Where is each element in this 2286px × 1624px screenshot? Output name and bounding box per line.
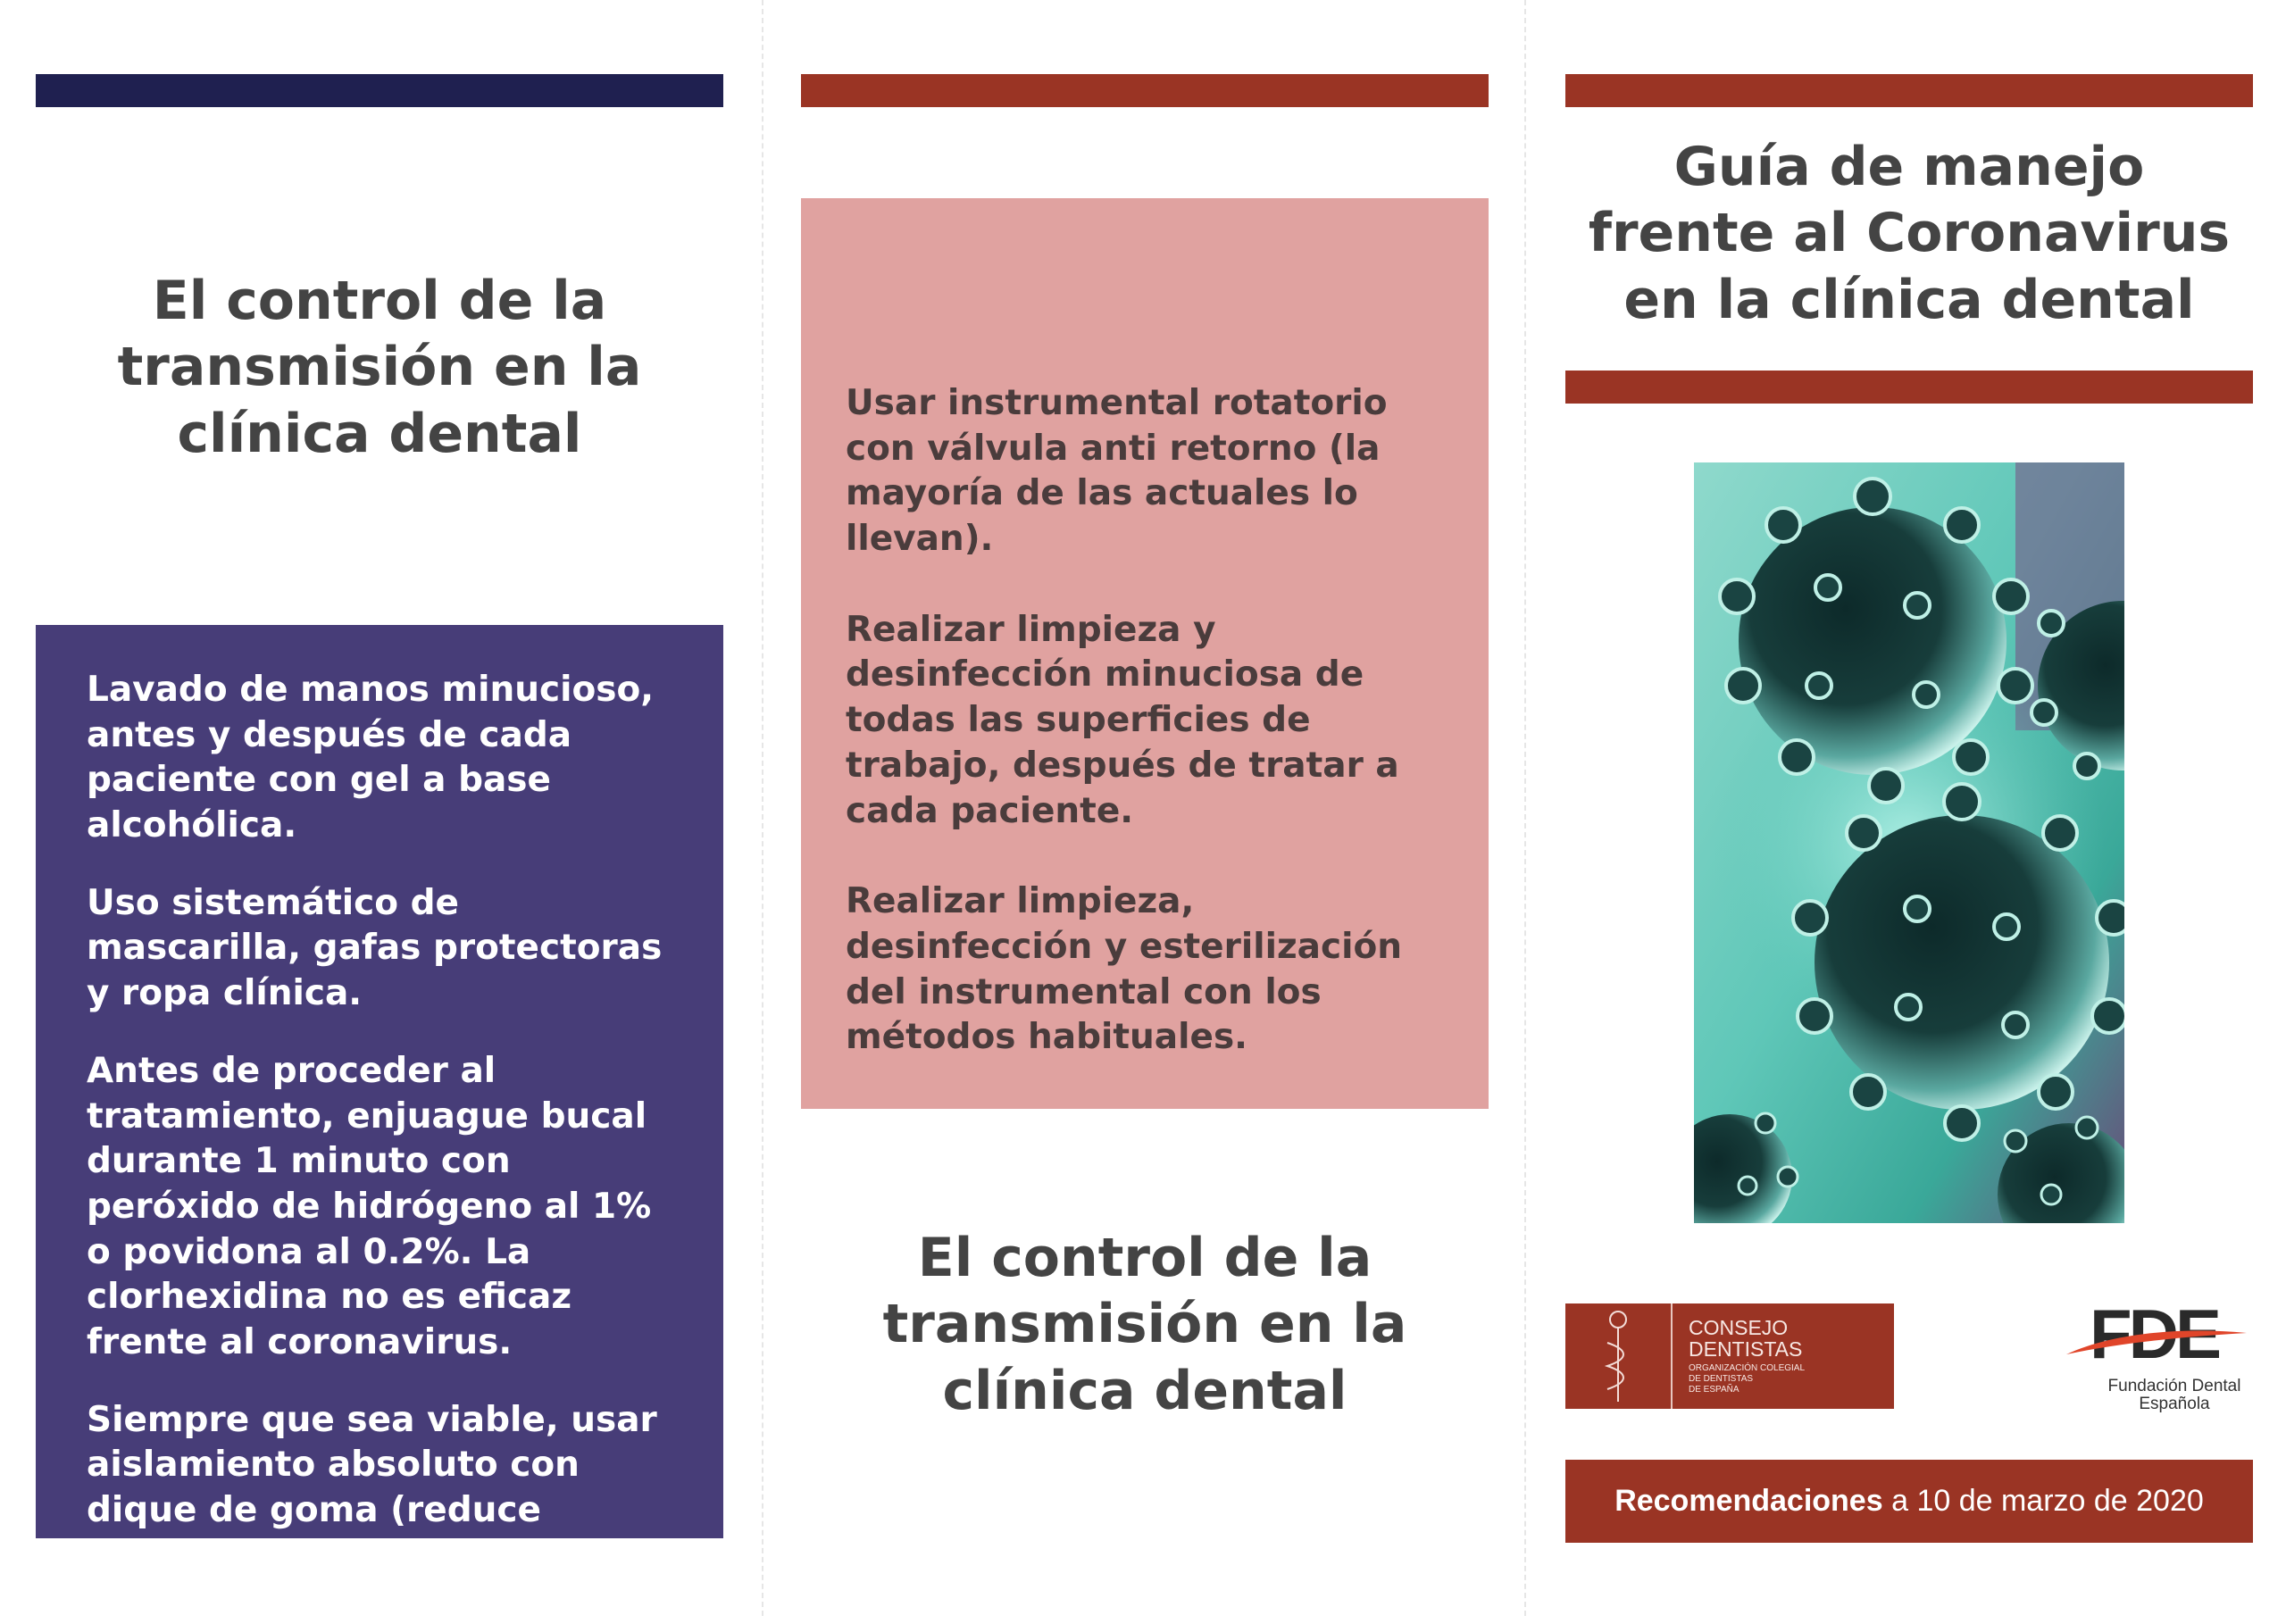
recommendation-text: Uso sistemático de mascarilla, gafas protectoras y ropa clínica.	[87, 882, 663, 1014]
rust-divider-bar	[1565, 371, 2253, 404]
recommendation-text: Lavado de manos minucioso, antes y después de cada paciente con gel a base alcohólica.	[87, 670, 655, 846]
title-line: clínica dental	[942, 1359, 1347, 1422]
logo-subline: DE ESPAÑA	[1689, 1385, 1740, 1395]
title-line: Guía de manejo	[1673, 136, 2145, 198]
fold-line-right	[1524, 0, 1526, 1616]
footer-strong: Recomendaciones	[1614, 1484, 1883, 1518]
fde-swoosh-icon	[2063, 1324, 2250, 1360]
consejo-dentistas-logo	[1565, 1303, 1894, 1409]
fde-line: Española	[2139, 1395, 2210, 1413]
fold-line-left	[762, 0, 763, 1616]
recommendations-box	[36, 625, 723, 1621]
hygiene-text: Realizar limpieza y desinfección minuciosa de todas las superficies de trabajo, después de tratar a cada paciente.	[846, 609, 1399, 831]
logo-subline: ORGANIZACIÓN COLEGIAL	[1689, 1363, 1806, 1373]
caduceus-icon	[1565, 1303, 1673, 1409]
consejo-dentistas-text	[1673, 1317, 1805, 1395]
title-line: transmisión en la	[117, 336, 642, 399]
fde-line: Fundación Dental	[2107, 1377, 2241, 1395]
rust-top-bar	[1565, 74, 2253, 107]
recommendation-text: Antes de proceder al tratamiento, enjuague bucal durante 1 minuto con peróxido de hidrógeno al 1% o povidona al 0.2%. La clorhexidina no es eficaz frente al coronavirus.	[87, 1050, 652, 1362]
title-line: frente al Coronavirus	[1588, 202, 2231, 265]
navy-top-bar	[36, 74, 723, 107]
title-line: transmisión en la	[882, 1293, 1407, 1356]
logo-line: DENTISTAS	[1689, 1337, 1803, 1361]
rust-top-bar	[801, 74, 1489, 107]
title-line: El control de la	[917, 1227, 1372, 1289]
fde-logo	[2063, 1295, 2250, 1413]
title-line: en la clínica dental	[1623, 268, 2195, 331]
recommendations-date-bar	[1565, 1460, 2253, 1543]
logo-subline: DE DENTISTAS	[1689, 1374, 1754, 1384]
fde-mark: FDE	[2090, 1295, 2218, 1373]
cover-title	[1565, 134, 2253, 333]
coronavirus-illustration-icon	[1694, 462, 2124, 1223]
hygiene-text: Realizar limpieza, desinfección y esterilización del instrumental con los métodos habituales.	[846, 881, 1403, 1058]
hygiene-box	[801, 198, 1489, 1109]
logo-line: CONSEJO	[1689, 1316, 1789, 1339]
title-line: clínica dental	[177, 402, 582, 465]
hygiene-text: Usar instrumental rotatorio con válvula anti retorno (la mayoría de las actuales lo llevan).	[846, 383, 1388, 560]
recommendation-text: Siempre que sea viable, usar aislamiento absoluto con dique de goma (reduce concentración de virus en aerosoles un 70%).	[87, 1399, 657, 1621]
left-panel-title	[36, 268, 723, 467]
footer-date: a 10 de marzo de 2020	[1882, 1484, 2204, 1518]
title-line: El control de la	[152, 270, 607, 332]
middle-panel-title	[801, 1225, 1489, 1424]
fde-text	[2098, 1378, 2250, 1413]
